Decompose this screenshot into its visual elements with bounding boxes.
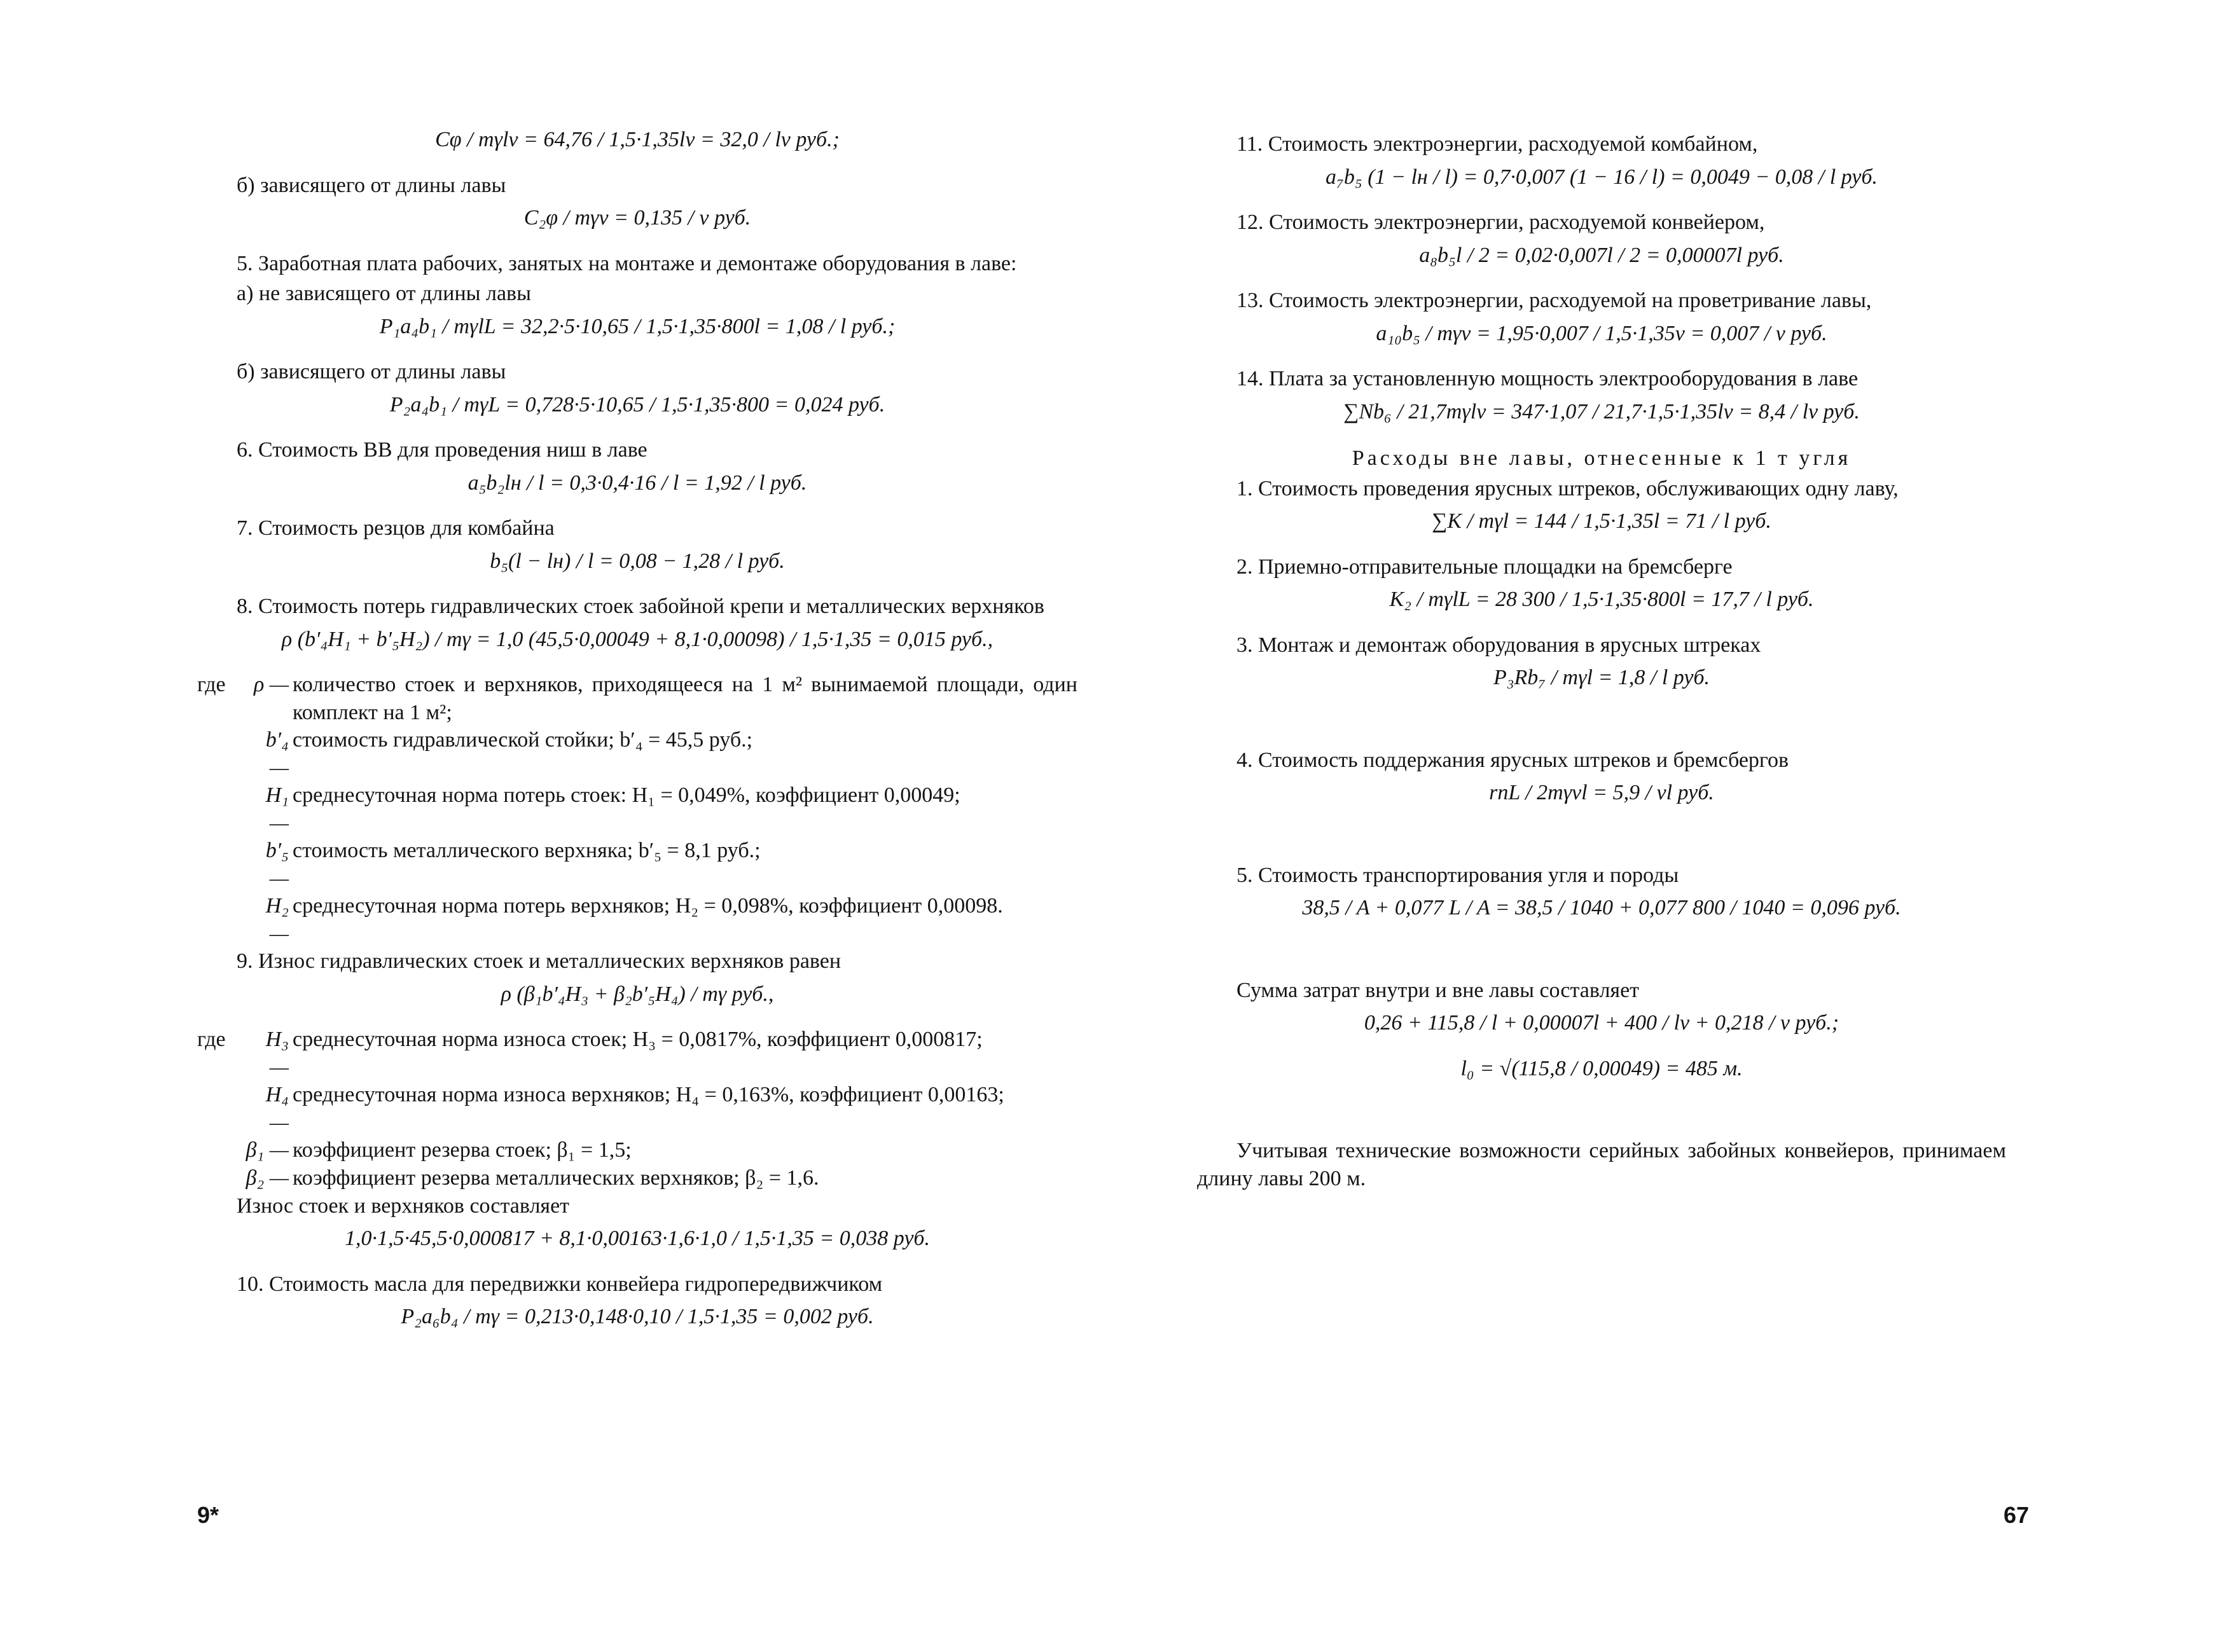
page-number-left: 9* — [197, 1502, 219, 1528]
formula-4b: C₂φ / mγv = 0,135 / v руб. — [523, 206, 751, 230]
item-5a-label: а) не зависящего от длины лавы — [237, 282, 531, 306]
conclusion-text: Учитывая технические возможности серийных забойных конвейеров, принимаем длину лавы 200 м. — [1197, 1139, 2006, 1190]
item-5b-label: б) зависящего от длины лавы — [237, 360, 506, 384]
legend-description: стоимость металлического верхняка; b′₅ = 8,1 руб.; — [293, 839, 761, 863]
formula-10: P₂a₆b₄ / mγ = 0,213·0,148·0,10 / 1,5·1,35 = 0,002 руб. — [401, 1305, 874, 1329]
item-14-text: 14. Плата за установленную мощность электрооборудования в лаве — [1236, 367, 1859, 391]
out-item-4-text: 4. Стоимость поддержания ярусных штреков и бремсбергов — [1236, 748, 1789, 772]
legend-description: коэффициент резерва стоек; β₁ = 1,5; — [293, 1138, 632, 1162]
legend-symbol: b′₅ — — [265, 839, 289, 890]
item-13-text: 13. Стоимость электроэнергии, расходуемой на проветривание лавы, — [1236, 289, 1872, 313]
formula-l0: l₀ = √(115,8 / 0,00049) = 485 м. — [1460, 1056, 1743, 1080]
formula-7: b₅(l − lн) / l = 0,08 − 1,28 / l руб. — [490, 549, 785, 573]
item-5-text: 5. Заработная плата рабочих, занятых на монтаже и демонтаже оборудования в лаве: — [237, 251, 1017, 275]
formula-4a: Cφ / mγlv = 64,76 / 1,5·1,35lv = 32,0 / lv руб.; — [435, 128, 840, 151]
formula-14: ∑Nb₆ / 21,7mγlv = 347·1,07 / 21,7·1,5·1,35lv = 8,4 / lv руб. — [1343, 399, 1860, 423]
sum-label: Сумма затрат внутри и вне лавы составляет — [1236, 978, 1640, 1002]
legend-symbol: β₁ — — [246, 1138, 289, 1162]
formula-9: ρ (β₁b′₄H₃ + β₂b′₅H₄) / mγ руб., — [501, 982, 774, 1006]
legend-symbol: H₄ — — [265, 1083, 289, 1134]
formula-8: ρ (b′₄H₁ + b′₅H₂) / mγ = 1,0 (45,5·0,00049 + 8,1·0,00098) / 1,5·1,35 = 0,015 руб., — [281, 627, 994, 651]
formula-wear: 1,0·1,5·45,5·0,000817 + 8,1·0,00163·1,6·1,0 / 1,5·1,35 = 0,038 руб. — [344, 1227, 931, 1251]
legend-description: среднесуточная норма потерь верхняков; H₂ = 0,098%, коэффициент 0,00098. — [293, 894, 1003, 918]
spacer — [1197, 1100, 2006, 1137]
spacer — [1197, 940, 2006, 977]
formula-12: a₈b₅l / 2 = 0,02·0,007l / 2 = 0,00007l руб. — [1419, 243, 1784, 267]
legend-where — [197, 837, 243, 892]
legend-symbol: β₂ — — [246, 1166, 289, 1190]
item-7-text: 7. Стоимость резцов для комбайна — [237, 516, 555, 540]
out-item-1-text: 1. Стоимость проведения ярусных штреков, обслуживающих одну лаву, — [1236, 476, 1899, 500]
legend-symbol: ρ — — [253, 673, 289, 697]
legend-where — [197, 1164, 243, 1192]
legend-description: стоимость гидравлической стойки; b′₄ = 45,5 руб.; — [293, 728, 753, 752]
legend-where — [197, 781, 243, 837]
formula-out-2: K₂ / mγlL = 28 300 / 1,5·1,35·800l = 17,7 / l руб. — [1389, 588, 1814, 612]
out-item-3-text: 3. Монтаж и демонтаж оборудования в ярусных штреках — [1236, 633, 1761, 657]
item-8-text: 8. Стоимость потерь гидравлических стоек забойной крепи и металлических верхняков — [237, 595, 1044, 619]
legend-where — [197, 1136, 243, 1164]
page-number-right: 67 — [2004, 1502, 2030, 1528]
item-4b-label: б) зависящего от длины лавы — [237, 173, 506, 197]
formula-6: a₅b₂lн / l = 0,3·0,4·16 / l = 1,92 / l руб. — [467, 471, 807, 495]
legend-where — [197, 892, 243, 947]
formula-out-1: ∑K / mγl = 144 / 1,5·1,35l = 71 / l руб. — [1432, 509, 1771, 533]
legend-9 — [197, 1026, 1077, 1192]
out-item-2-text: 2. Приемно-отправительные площадки на бремсберге — [1236, 554, 1733, 579]
legend-symbol: H₃ — — [265, 1028, 289, 1079]
wear-label: Износ стоек и верхняков составляет — [237, 1194, 570, 1218]
legend-where: где — [197, 673, 226, 697]
formula-out-4: rпL / 2mγvl = 5,9 / vl руб. — [1489, 781, 1714, 805]
formula-sum: 0,26 + 115,8 / l + 0,00007l + 400 / lv + 0,218 / v руб.; — [1364, 1011, 1839, 1035]
legend-description: среднесуточная норма износа стоек; H₃ = 0,0817%, коэффициент 0,000817; — [293, 1028, 983, 1052]
spacer — [1197, 825, 2006, 862]
formula-11: a₇b₅ (1 − lн / l) = 0,7·0,007 (1 − 16 / l) = 0,0049 − 0,08 / l руб. — [1326, 165, 1878, 189]
legend-where: где — [197, 1028, 226, 1052]
item-6-text: 6. Стоимость ВВ для проведения ниш в лаве — [237, 438, 647, 462]
out-item-5-text: 5. Стоимость транспортирования угля и породы — [1236, 863, 1679, 887]
item-11-text: 11. Стоимость электроэнергии, расходуемой комбайном, — [1236, 132, 1758, 156]
formula-5b: P₂a₄b₁ / mγL = 0,728·5·10,65 / 1,5·1,35·800 = 0,024 руб. — [389, 392, 885, 416]
section-heading: Расходы вне лавы, отнесенные к 1 т угля — [1352, 446, 1852, 471]
legend-symbol: H₁ — — [265, 783, 289, 835]
item-12-text: 12. Стоимость электроэнергии, расходуемой конвейером, — [1236, 210, 1765, 235]
formula-out-3: P₃Rb₇ / mγl = 1,8 / l руб. — [1493, 666, 1710, 690]
legend-description: коэффициент резерва металлических верхняков; β₂ = 1,6. — [293, 1166, 819, 1190]
item-10-text: 10. Стоимость масла для передвижки конвейера гидропередвижчиком — [237, 1272, 883, 1296]
legend-where — [197, 1081, 243, 1136]
item-9-text: 9. Износ гидравлических стоек и металлических верхняков равен — [237, 949, 841, 974]
legend-description: количество стоек и верхняков, приходящееся на 1 м² вынимаемой площади, один комплект на 1 м²; — [293, 673, 1077, 724]
right-page — [1108, 0, 2216, 1652]
legend-description: среднесуточная норма потерь стоек: H₁ = 0,049%, коэффициент 0,00049; — [293, 783, 960, 808]
spacer — [1197, 710, 2006, 747]
legend-where — [197, 726, 243, 781]
legend-description: среднесуточная норма износа верхняков; H₄ = 0,163%, коэффициент 0,00163; — [293, 1083, 1004, 1107]
formula-out-5: 38,5 / A + 0,077 L / A = 38,5 / 1040 + 0,077 800 / 1040 = 0,096 руб. — [1302, 896, 1901, 920]
formula-13: a₁₀b₅ / mγv = 1,95·0,007 / 1,5·1,35v = 0,007 / v руб. — [1376, 321, 1827, 345]
legend-8 — [197, 671, 1077, 947]
formula-5a: P₁a₄b₁ / mγlL = 32,2·5·10,65 / 1,5·1,35·800l = 1,08 / l руб.; — [379, 314, 896, 338]
legend-symbol: H₂ — — [265, 894, 289, 946]
legend-symbol: b′₄ — — [265, 728, 289, 780]
